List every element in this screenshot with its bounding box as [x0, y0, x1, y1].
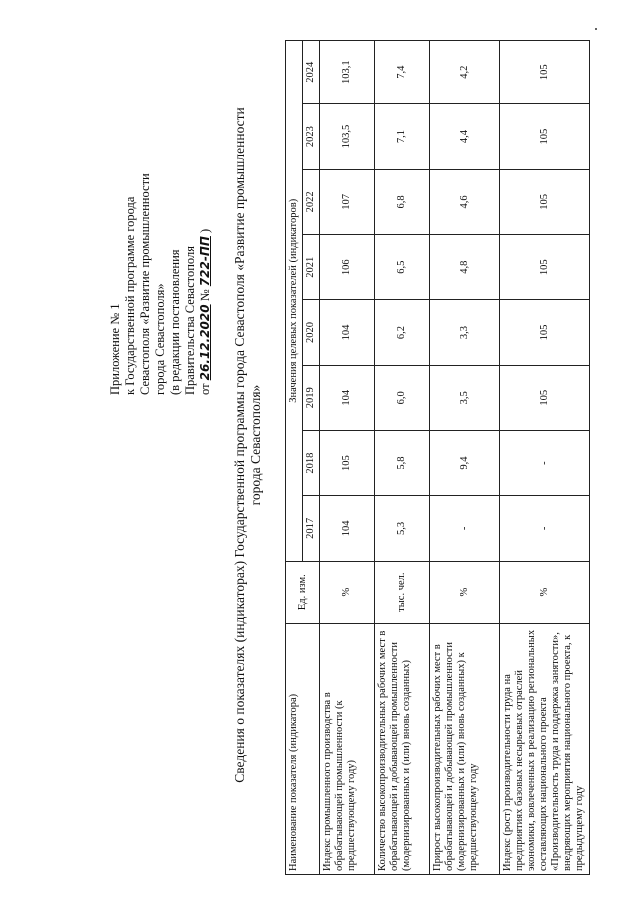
header-unit: Ед. изм. — [286, 561, 320, 623]
header-year: 2017 — [303, 496, 320, 561]
value-cell: 9,4 — [430, 430, 500, 495]
value-cell: 6,5 — [375, 235, 430, 300]
value-cell: - — [500, 430, 590, 495]
indicator-unit: % — [500, 561, 590, 623]
indicator-unit: % — [320, 561, 375, 623]
indicator-name: Прирост высокопроизводительных рабочих мест в обрабатывающей и добывающей промышленности (модернизированных и (или) вновь созданных) к предшествующему году — [430, 623, 500, 874]
appendix-date-line — [198, 125, 213, 395]
handwritten-date: 26.12.2020 — [198, 304, 212, 381]
value-cell: 107 — [320, 169, 375, 234]
value-cell: 104 — [320, 300, 375, 365]
appendix-line: Приложение № 1 — [108, 303, 122, 395]
indicator-unit: тыс. чел. — [375, 561, 430, 623]
value-cell: 4,6 — [430, 169, 500, 234]
value-cell: 105 — [500, 104, 590, 169]
value-cell: 105 — [500, 169, 590, 234]
value-cell: 7,1 — [375, 104, 430, 169]
value-cell: 104 — [320, 496, 375, 561]
value-cell: 103,1 — [320, 41, 375, 104]
value-cell: 106 — [320, 235, 375, 300]
value-cell: 6,2 — [375, 300, 430, 365]
indicators-table — [285, 40, 590, 875]
closing-paren: ) — [198, 228, 212, 233]
table-row — [500, 41, 590, 875]
indicator-name: Индекс промышленного производства в обрабатывающей промышленности (к предшествующему году) — [320, 623, 375, 874]
document-title — [232, 15, 264, 875]
value-cell: 105 — [500, 300, 590, 365]
header-year: 2023 — [303, 104, 320, 169]
number-prefix: № — [198, 289, 212, 302]
value-cell: 6,8 — [375, 169, 430, 234]
appendix-line: Правительства Севастополя — [183, 246, 197, 395]
value-cell: 104 — [320, 365, 375, 430]
title-line: Сведения о показателях (индикаторах) Государственной программы города Севастополя «Развитие промышленности — [232, 107, 247, 783]
header-values: Значения целевых показателей (индикаторов) — [286, 41, 303, 562]
appendix-line: города Севастополя» — [153, 283, 167, 395]
table-row — [430, 41, 500, 875]
appendix-line: (в редакции постановления — [168, 249, 182, 395]
value-cell: 3,3 — [430, 300, 500, 365]
value-cell: 4,4 — [430, 104, 500, 169]
value-cell: 3,5 — [430, 365, 500, 430]
table-row — [320, 41, 375, 875]
title-line: города Севастополя» — [248, 384, 263, 506]
value-cell: - — [500, 496, 590, 561]
indicator-name: Индекс (рост) производительности труда на предприятиях базовых несырьевых отраслей экономики, вовлеченных в реализацию региональных составляющих национального проекта «Производительность труда и поддержка занятости», внедряющих мероприятия национального проекта, к предыдущему году — [500, 623, 590, 874]
value-cell: 105 — [500, 41, 590, 104]
value-cell: 103,5 — [320, 104, 375, 169]
value-cell: 5,8 — [375, 430, 430, 495]
value-cell: 105 — [320, 430, 375, 495]
appendix-line: к Государственной программе города — [123, 196, 137, 395]
header-year: 2021 — [303, 235, 320, 300]
header-name: Наименование показателя (индикатора) — [286, 623, 320, 874]
handwritten-number: 722-ПП — [198, 236, 212, 287]
value-cell: 4,2 — [430, 41, 500, 104]
value-cell: 6,0 — [375, 365, 430, 430]
header-year: 2019 — [303, 365, 320, 430]
date-prefix: от — [198, 383, 212, 395]
value-cell: 5,3 — [375, 496, 430, 561]
header-year: 2018 — [303, 430, 320, 495]
value-cell: 4,8 — [430, 235, 500, 300]
header-year: 2020 — [303, 300, 320, 365]
indicator-unit: % — [430, 561, 500, 623]
value-cell: - — [430, 496, 500, 561]
appendix-line: Севастополя «Развитие промышленности — [138, 173, 152, 395]
header-year: 2024 — [303, 41, 320, 104]
header-year: 2022 — [303, 169, 320, 234]
table-row — [375, 41, 430, 875]
indicator-name: Количество высокопроизводительных рабочих мест в обрабатывающей и добывающей промышленности (модернизированных и (или) вновь созданных) — [375, 623, 430, 874]
value-cell: 7,4 — [375, 41, 430, 104]
value-cell: 105 — [500, 235, 590, 300]
appendix-block — [108, 125, 213, 395]
value-cell: 105 — [500, 365, 590, 430]
